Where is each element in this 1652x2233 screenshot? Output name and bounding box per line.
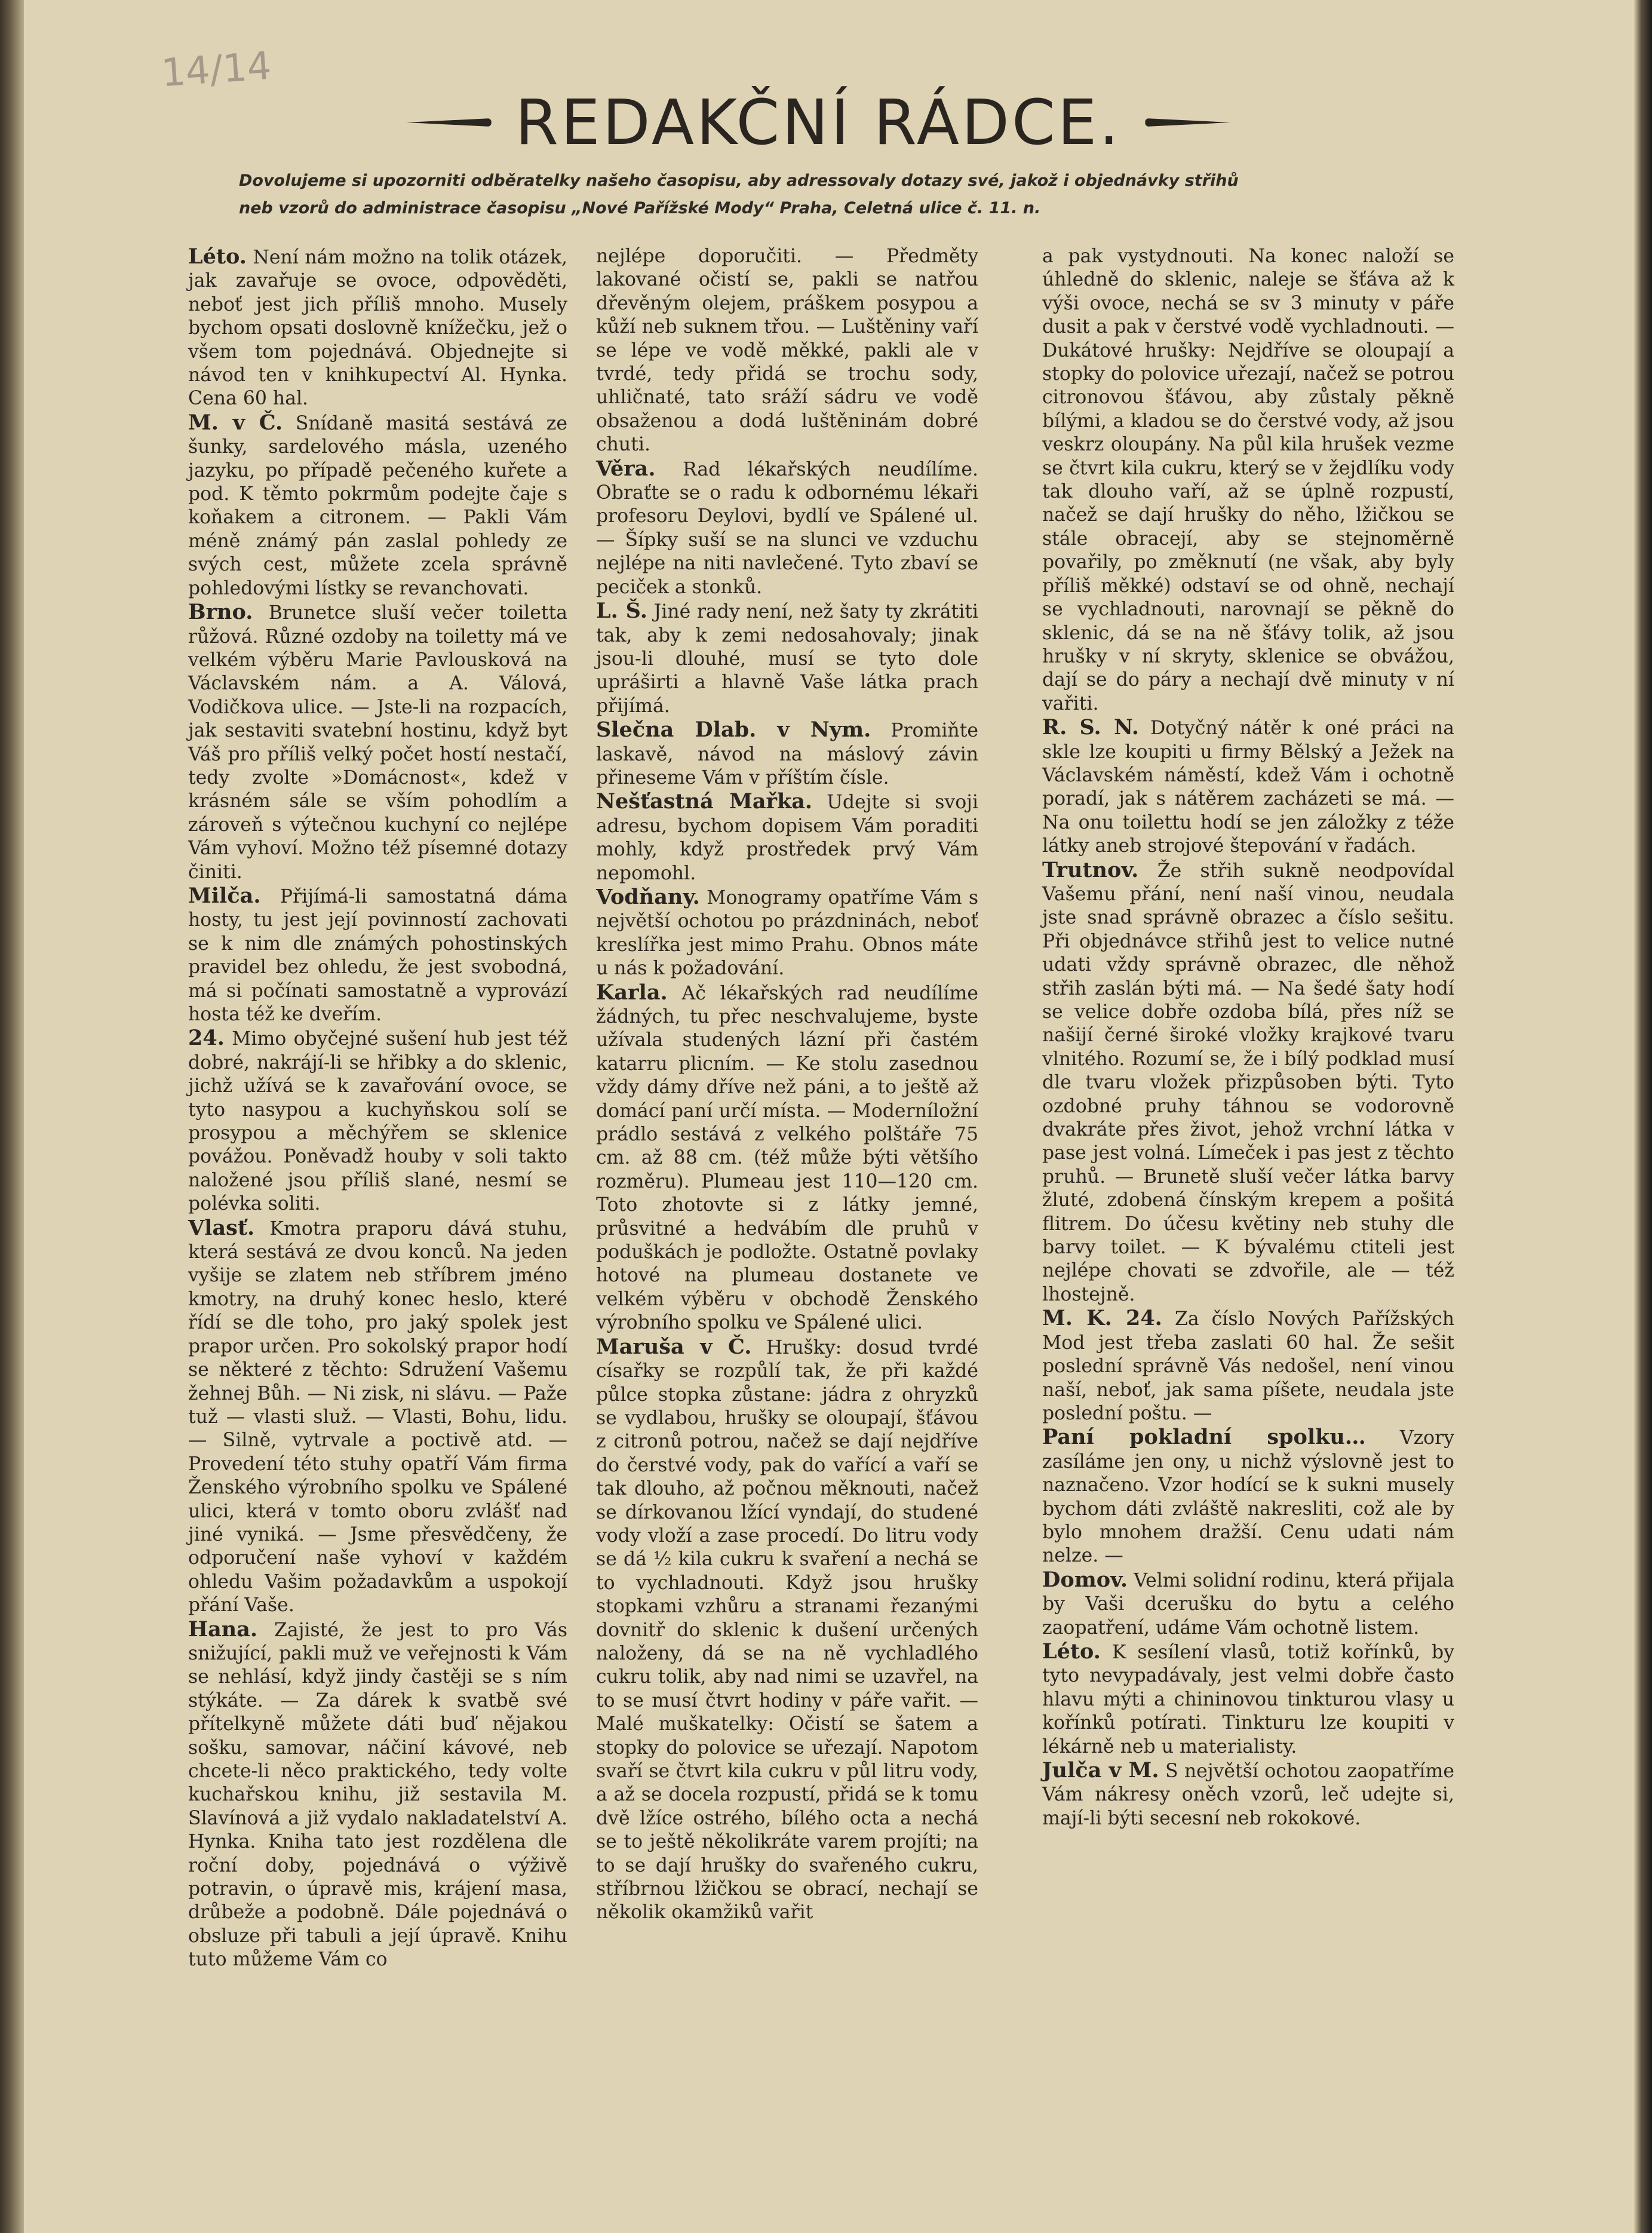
advice-entry (188, 1618, 567, 1972)
advice-entry (188, 411, 567, 600)
entry-addressee: Domov. (1042, 1567, 1128, 1592)
editorial-notice (239, 167, 1499, 222)
notice-line: neb vzorů do administrace časopisu „Nové Pařížské Mody“ Praha, Celetná ulice č. 11. n. (239, 199, 1041, 217)
entry-addressee: L. Š. (596, 599, 647, 624)
page-header (406, 78, 1230, 167)
entry-addressee: Brno. (188, 600, 253, 625)
advice-entry (596, 1335, 978, 1925)
entry-addressee: Léto. (1042, 1639, 1101, 1664)
entry-text: Kmotra praporu dává stuhu, která sestává ze dvou konců. Na jeden vyšije se zlatem neb stříbrem jméno kmotry, na druhý konec heslo, které řídí se dle toho, pro jaký spolek jest prapor určen. Pro sokolský prapor hodí se některé z těchto: Sdružení Vašemu žehnej Bůh. — Ni zisk, ni slávu. — Paže tuž — vlasti služ. — Vlasti, Bohu, lidu. — Silně, vytrvale a poctivě atd. — Provedení této stuhy opatří Vám firma Ženského výrobního spolku ve Spálené ulici, která v tomto oboru zvlášť nad jiné vyniká. — Jsme přesvědčeny, že odporučení naše vyhoví v každém ohledu Vašim požadavkům a uspokojí přání Vaše. (188, 1217, 567, 1617)
entry-addressee: Vlasť. (188, 1215, 255, 1240)
entry-addressee: M. K. 24. (1042, 1306, 1162, 1331)
entry-addressee: Milča. (188, 883, 261, 908)
entry-addressee: Nešťastná Mařka. (596, 789, 813, 814)
entry-text: Zajisté, že jest to pro Vás snižující, pakli muž ve veřejnosti k Vám se nehlásí, když jindy častěji se s ním stýkáte. — Za dárek k svatbě své přítelkyně můžete dáti buď nějakou sošku, samovar, náčiní kávové, neb chcete-li něco praktického, tedy volte kuchařskou knihu, již sestavila M. Slavínová a již vydalo nakladatelství A. Hynka. Kniha tato jest rozdělena dle roční doby, pojednává o výživě potravin, o úpravě mis, krájení masa, drůbeže a podobně. Dále pojednává o obsluze při tabuli a její úpravě. Knihu tuto můžeme Vám co (188, 1619, 567, 1971)
advice-entry (1042, 716, 1454, 858)
entry-text: Není nám možno na tolik otázek, jak zavařuje se ovoce, odpověděti, neboť jest jich příliš mnoho. Musely bychom opsati doslovně knížečku, jež o všem tom pojednává. Objednejte si návod ten v knihkupectví Al. Hynka. Cena 60 hal. (188, 247, 568, 410)
entry-text: Monogramy opatříme Vám s největší ochotou po prázdninách, neboť kreslířka jest mimo Prahu. Obnos máte u nás k požadování. (596, 887, 979, 980)
entry-text: Dotyčný nátěr k oné práci na skle lze koupiti u firmy Bělský a Ježek na Václavském náměstí, kdež Vám i ochotně poradí, jak s nátěrem zacházeti se má. — Na onu toilettu hodí se jen záložky z téže látky aneb strojové štepování v řadách. (1042, 717, 1455, 857)
entry-addressee: Léto. (188, 244, 247, 269)
right-ornament-rule (1145, 118, 1230, 127)
advice-entry (188, 600, 567, 884)
column-2 (596, 245, 978, 1925)
advice-entry (188, 1026, 567, 1216)
advice-entry (596, 885, 978, 981)
advice-entry (1042, 1568, 1454, 1640)
entry-text: Přijímá-li samostatná dáma hosty, tu jest její povinností zachovati se k nim dle známých pohostinských pravidel bez ohledu, že jest svobodná, má si počínati samostatně a vyprovází hosta též ke dveřím. (188, 885, 567, 1025)
advice-entry (1042, 1759, 1454, 1830)
advice-entry (188, 245, 567, 411)
entry-addressee: M. v Č. (188, 410, 283, 435)
entry-text: a pak vystydnouti. Na konec naloží se úhledně do sklenic, naleje se šťáva až k výši ovoce, nechá se sv 3 minuty v páře dusit a pak v čerstvé vodě vychladnouti. — Dukátové hrušky: Nejdříve se oloupají a stopky do polovice uřezají, načež se potrou citronovou šťávou, aby zůstaly pěkně bílými, a kladou se do čerstvé vody, až jsou veskrz oloupány. Na půl kila hrušek vezme se čtvrt kila cukru, který se v žejdlíku vody tak dlouho vaří, až se úplně rozpustí, načež se dají hrušky do něho, lžičkou se stále obracejí, aby se stejnoměrně povařily, po změknutí (ne však, aby byly příliš měkké) odstaví se od ohně, nechají se vychladnouti, narovnají se pěkně do sklenic, dá se na ně šťávy tolik, až jsou hrušky v ní skryty, sklenice se obvážou, dají se do páry a nechají dvě minuty v ní vařiti. (1042, 246, 1454, 714)
column-1 (188, 245, 567, 1972)
advice-entry (1042, 245, 1454, 716)
column-3 (1042, 245, 1454, 1830)
entry-text: Ač lékařských rad neudílíme žádných, tu přec neschvalujeme, byste užívala studených lázní při častém katarru plicním. — Ke stolu zasednou vždy dámy dříve než páni, a to ještě až domácí paní určí místa. — Moderníložní prádlo sestává z velkého polštáře 75 cm. až 88 cm. (též může býti většího rozměru). Plumeau jest 110—120 cm. Toto zhotovte si z látky jemné, průsvitné a hedvábím dle pruhů v poduškách je podložte. Ostatně povlaky hotové na plumeau dostanete ve velkém výběru v obchodě Ženského výrobního spolku ve Spálené ulici. (596, 982, 978, 1334)
advice-entry (596, 981, 978, 1335)
entry-addressee: Trutnov. (1042, 857, 1139, 882)
entry-text: Velmi solidní rodinu, která přijala by Vaši dcerušku do bytu a celého zaopatření, udáme Vám ochotně listem. (1042, 1569, 1454, 1639)
entry-text: Snídaně masitá sestává ze šunky, sardelového másla, uzeného jazyku, po případě pečeného kuřete a pod. K těmto pokrmům podejte čaje s koňakem a citronem. — Pakli Vám méně známý pán zaslal pohledy ze svých cest, můžete zcela správně pohledovými lístky se revanchovati. (188, 412, 568, 599)
entry-addressee: Julča v M. (1042, 1758, 1159, 1783)
entry-addressee: Slečna Dlab. v Nym. (596, 717, 871, 743)
advice-entry (188, 884, 567, 1026)
entry-text: Promiňte laskavě, návod na máslový závin přineseme Vám v příštím čísle. (596, 720, 979, 789)
entry-addressee: 24. (188, 1026, 225, 1051)
advice-entry (188, 1216, 567, 1618)
entry-text: S největší ochotou zaopatříme Vám nákresy oněch vzorů, leč udejte si, mají-li býti secesní neb rokokové. (1042, 1760, 1454, 1829)
entry-text: Brunetce sluší večer toiletta růžová. Různé ozdoby na toiletty má ve velkém výběru Marie Pavlousková na Václavském nám. a A. Válová, Vodičkova ulice. — Jste-li na rozpacích, jak sestaviti svatební hostinu, když byt Váš pro příliš velký počet hostí nestačí, tedy zvolte »Domácnost«, kdež v krásném sále se vším pohodlím a zároveň s výtečnou kuchyní co nejlépe Vám vyhoví. Možno též písemné dotazy činiti. (188, 602, 567, 883)
entry-text: Za číslo Nových Pařížských Mod jest třeba zaslati 60 hal. Že sešit poslední správně Vás nedošel, není vinou naší, neboť, jak sama píšete, neudala jste poslední poštu. — (1042, 1308, 1454, 1424)
advice-entry (596, 245, 978, 457)
advice-entry (596, 457, 978, 599)
notice-line: Dovolujeme si upozorniti odběratelky našeho časopisu, aby adressovaly dotazy své, jakož i objednávky střihů (239, 171, 1239, 190)
advice-entry (596, 790, 978, 885)
advice-entry (1042, 858, 1454, 1307)
page-title: REDAKČNÍ RÁDCE. (515, 86, 1122, 159)
left-ornament-rule (406, 118, 492, 127)
pencil-annotation: 14/14 (159, 44, 273, 96)
page-right-edge (1634, 0, 1652, 2233)
advice-entry (596, 718, 978, 790)
advice-entry (1042, 1640, 1454, 1759)
book-binding-edge (0, 0, 24, 2233)
entry-text: Mimo obyčejné sušení hub jest též dobré, nakrájí-li se hřibky a do sklenic, jichž užívá se k zavařování ovoce, se tyto nasypou a kuchyňskou solí se prosypou a měchýřem se sklenice povážou. Poněvadž houby v soli takto naložené jsou příliš slané, nesmí se polévka soliti. (188, 1028, 568, 1215)
entry-text: Že střih sukně neodpovídal Vašemu přání, není naší vinou, neudala jste snad správně obrazec a číslo sešitu. Při objednávce střihů jest to velice nutné udati vždy správně obrazec, dle něhož střih zaslán býti má. — Na šedé šaty hodí se velice dobře ozdoba bílá, přes níž se našijí černé široké vložky krajkové tvaru vlnitého. Rozumí se, že i bílý podklad musí dle tvaru vložek přizpůsoben býti. Tyto ozdobné pruhy táhnou se vodorovně dvakráte přes život, jehož vrchní látka v pase jest volná. Límeček i pas jest z těchto pruhů. — Brunetě sluší večer látka barvy žluté, zdobená čínským krepem a pošitá flitrem. Do účesu květiny neb stuhy dle barvy toilet. — K bývalému ctiteli jest nejlépe chovati se zdvořile, ale — též lhostejně. (1042, 860, 1455, 1305)
entry-addressee: Hana. (188, 1617, 258, 1642)
entry-text: Hrušky: dosud tvrdé císařky se rozpůlí tak, že při každé půlce stopka zůstane: jádra z ohryzků se vydlabou, hrušky se oloupají, šťávou z citronů potrou, načež se dají nejdříve do čerstvé vody, pak do vařící a vaří se tak dlouho, až počnou měknouti, načež se dírkovanou lžící vyndají, do studené vody vloží a zase procedí. Do litru vody se dá ½ kila cukru k svaření a nechá se to vychladnouti. Když jsou hrušky stopkami vzhůru a stranami řezanými dovnitř do sklenic k dušení určených naloženy, dá se na ně vychladlého cukru tolik, aby nad nimi se uzavřel, na to se musí čtvrt hodiny v páře vařit. — Malé muškatelky: Očistí se šatem a stopky do polovice se uřezají. Napotom svaří se čtvrt kila cukru v půl litru vody, a až se docela rozpustí, přidá se k tomu dvě lžíce ostrého, bílého octa a nechá se to ještě několikráte varem projíti; na to se dají hrušky do svařeného cukru, stříbrnou lžičkou se obrací, nechají se několik okamžiků vařit (596, 1336, 979, 1924)
entry-addressee: Vodňany. (596, 884, 700, 909)
entry-addressee: Karla. (596, 980, 668, 1005)
entry-text: Rad lékařských neudílíme. Obraťte se o radu k odbornému lékaři profesoru Deylovi, bydlí ve Spálené ul. — Šípky suší se na slunci ve vzduchu nejlépe na niti navlečené. Tyto zbaví se peciček a stonků. (596, 458, 978, 598)
entry-text: Udejte si svoji adresu, bychom dopisem Vám poraditi mohly, když prostředek prvý Vám nepomohl. (596, 792, 978, 884)
advice-entry (1042, 1425, 1454, 1568)
entry-addressee: Paní pokladní spolku… (1042, 1425, 1366, 1450)
entry-addressee: Maruša v Č. (596, 1334, 752, 1359)
entry-addressee: Věra. (596, 456, 656, 481)
entry-text: Jiné rady není, než šaty ty zkrátiti tak, aby k zemi nedosahovaly; jinak jsou-li dlouhé, musí se tyto dole upráširti a hlavně Vaše látka prach přijímá. (596, 601, 978, 717)
advice-entry (596, 599, 978, 718)
entry-addressee: R. S. N. (1042, 715, 1139, 740)
entry-text: nejlépe doporučiti. — Předměty lakované očistí se, pakli se natřou dřevěným olejem, práškem posypou a kůží neb suknem třou. — Luštěniny vaří se lépe ve vodě měkké, pakli ale v tvrdé, tedy přidá se trochu sody, uhličnaté, tato sráží sádru ve vodě obsaženou a dodá luštěninám dobré chuti. (596, 246, 978, 456)
entry-text: Vzory zasíláme jen ony, u nichž výslovně jest to naznačeno. Vzor hodící se k sukni musely bychom dáti zvláště nakresliti, což ale by bylo mnohem dražší. Cenu udati nám nelze. — (1042, 1427, 1454, 1567)
entry-text: K sesílení vlasů, totiž kořínků, by tyto nevypadávaly, jest velmi dobře často hlavu mýti a chininovou tinkturou vlasy u kořínků potírati. Tinkturu lze koupiti v lékárně neb u materialisty. (1042, 1641, 1455, 1757)
advice-entry (1042, 1306, 1454, 1425)
